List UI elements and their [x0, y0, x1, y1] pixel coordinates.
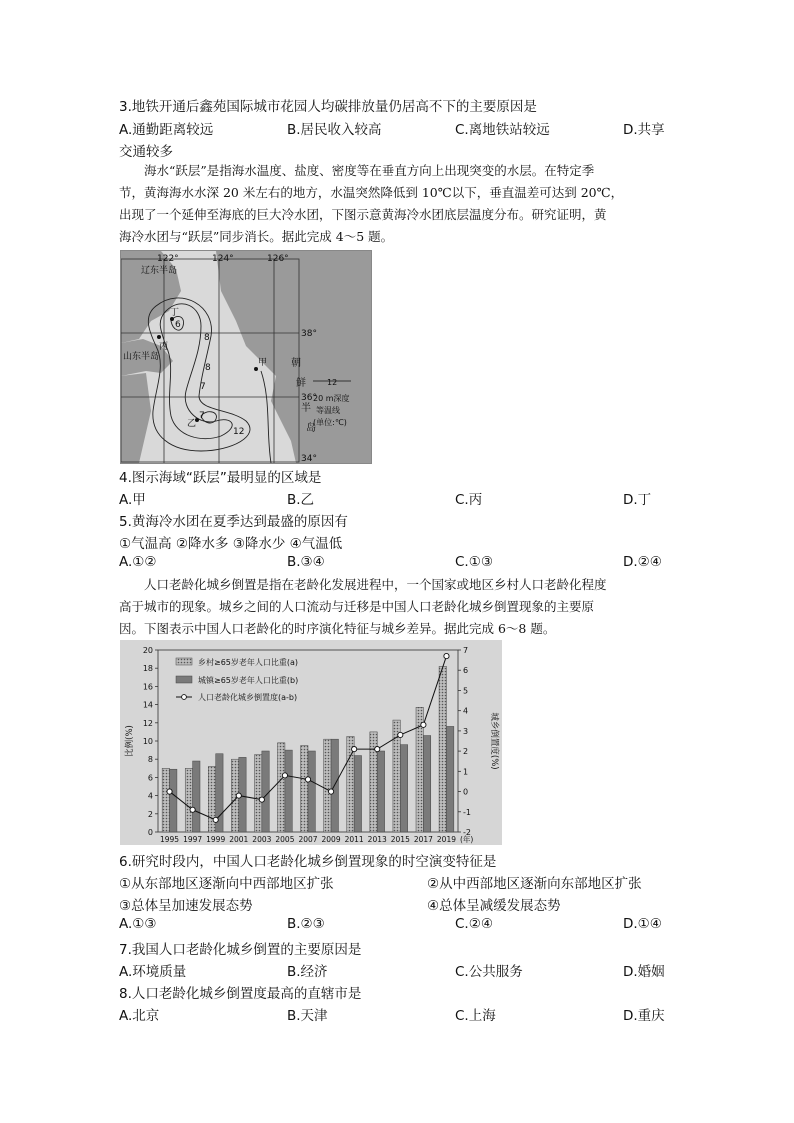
x-tick-label: 2017 [413, 835, 433, 844]
bar-rural [278, 743, 285, 832]
legend-label-urban: 城镇≥65岁老年人口比重(b) [198, 676, 299, 685]
liaoning-land [121, 251, 181, 343]
x-tick-label: 1999 [206, 835, 226, 844]
q4-option-c: C.丙 [455, 492, 483, 508]
y2-tick-label: 3 [463, 726, 469, 736]
q6-item-4: ④总体呈减缓发展态势 [427, 898, 561, 914]
bar-rural [324, 739, 331, 832]
bar-rural [162, 768, 169, 832]
q5-option-c: C.①③ [455, 554, 493, 570]
legend-line2: 等温线 [316, 406, 340, 415]
y2-tick-label: 0 [463, 787, 469, 797]
q5-option-b: B.③④ [287, 554, 325, 570]
lon-122-label: 122° [157, 254, 179, 264]
korea-label-3: 半 [301, 403, 311, 414]
passage2-line3: 因。下图表示中国人口老龄化的时序演化特征与城乡差异。据此完成 6～8 题。 [119, 621, 556, 636]
q6-option-c: C.②④ [455, 916, 493, 932]
isotherm-8a-label: 8 [204, 333, 210, 343]
x-unit-label: (年) [460, 835, 474, 844]
y2-tick-label: 2 [463, 747, 469, 757]
x-tick-label: 2015 [390, 835, 410, 844]
q3-option-c: C.离地铁站较远 [455, 122, 550, 138]
yellow-sea-map [120, 250, 372, 464]
lon-126-label: 126° [267, 254, 289, 264]
y2-tick-label: 5 [463, 686, 469, 696]
y-tick-label: 18 [142, 664, 153, 674]
q7-stem: 7.我国人口老龄化城乡倒置的主要原因是 [119, 942, 362, 958]
passage1-line2: 节，黄海海水水深 20 米左右的地方，水温突然降低到 10℃以下，垂直温差可达到 20℃， [119, 185, 624, 200]
q6-item-3: ③总体呈加速发展态势 [119, 898, 253, 914]
y-tick-label: 8 [147, 755, 153, 765]
x-tick-label: 2001 [229, 835, 249, 844]
y-tick-label: 0 [147, 828, 153, 837]
y-tick-label: 20 [142, 646, 153, 655]
q5-option-d: D.②④ [623, 554, 662, 570]
point-inversion [352, 746, 357, 751]
q7-option-b: B.经济 [287, 964, 328, 980]
bar-urban [423, 736, 430, 832]
passage2-line1: 人口老龄化城乡倒置是指在老龄化发展进程中，一个国家或地区乡村人口老龄化程度 [144, 577, 607, 592]
x-tick-label: 2019 [436, 835, 457, 844]
ding-label: 丁 [170, 308, 180, 318]
q4-option-d: D.丁 [623, 492, 652, 508]
q6-item-2: ②从中西部地区逐渐向东部地区扩张 [427, 876, 642, 892]
x-tick-label: 2011 [344, 835, 364, 844]
q3-option-d: D.共享 [623, 122, 665, 138]
bar-rural [254, 755, 261, 832]
lat-36-label: 36° [301, 393, 317, 403]
q8-stem: 8.人口老龄化城乡倒置度最高的直辖市是 [119, 986, 362, 1002]
y-tick-label: 2 [147, 809, 153, 819]
isotherm-8b-label: 8 [205, 363, 211, 373]
liaodong-label: 辽东半岛 [141, 266, 178, 276]
passage-cold-water [119, 160, 674, 248]
point-inversion [398, 732, 403, 737]
q6-stem: 6.研究时段内，中国人口老龄化城乡倒置现象的时空演变特征是 [119, 854, 497, 870]
bar-urban [193, 761, 200, 832]
y-axis-title: 比例(%) [125, 725, 135, 757]
isotherm-12-label: 12 [233, 427, 245, 437]
aging-chart-svg [120, 640, 502, 845]
legend-line3: (单位:℃) [313, 418, 347, 427]
q7-option-c: C.公共服务 [455, 964, 523, 980]
y2-tick-label: 4 [463, 706, 469, 716]
q3-stem: 3.地铁开通后鑫苑国际城市花园人均碳排放量仍居高不下的主要原因是 [119, 99, 537, 115]
bar-urban [400, 745, 407, 832]
passage-aging [119, 574, 674, 640]
bing-label: 丙 [159, 342, 169, 352]
jiangsu-land [121, 373, 151, 463]
y-tick-label: 10 [142, 737, 153, 746]
y-tick-label: 6 [147, 773, 153, 783]
bar-urban [170, 769, 177, 832]
x-tick-label: 2005 [275, 835, 295, 844]
passage2-line2: 高于城市的现象。城乡之间的人口流动与迁移是中国人口老龄化城乡倒置现象的主要原 [119, 599, 595, 614]
q4-option-b: B.乙 [287, 492, 315, 508]
y2-tick-label: 7 [463, 646, 469, 655]
point-inversion [444, 653, 449, 658]
y-tick-label: 4 [147, 791, 153, 801]
x-tick-label: 2003 [252, 835, 272, 844]
x-tick-label: 2009 [321, 835, 341, 844]
q5-option-a: A.①② [119, 554, 157, 570]
legend-swatch-urban [176, 676, 192, 683]
q6-item-1: ①从东部地区逐渐向中西部地区扩张 [119, 876, 334, 892]
lon-124-label: 124° [212, 254, 234, 264]
q3-option-d-continued: 交通较多 [119, 144, 173, 160]
korea-label-2: 鲜 [296, 378, 306, 389]
bar-rural [439, 666, 446, 832]
q8-option-b: B.天津 [287, 1008, 328, 1024]
bar-urban [308, 751, 315, 832]
aging-chart [120, 640, 502, 845]
y-tick-label: 16 [142, 682, 153, 692]
isotherm-6-label: 6 [175, 320, 181, 330]
q3-option-b: B.居民收入较高 [287, 122, 382, 138]
passage1-line3: 出现了一个延伸至海底的巨大冷水团，下图示意黄海冷水团底层温度分布。研究证明，黄 [119, 207, 607, 222]
point-bing [157, 335, 161, 339]
point-inversion [305, 777, 310, 782]
point-inversion [167, 789, 172, 794]
y2-tick-label: 1 [463, 767, 469, 777]
jia-label: 甲 [258, 358, 268, 368]
bar-urban [354, 756, 361, 832]
bar-urban [446, 726, 453, 832]
shandong-label: 山东半岛 [123, 352, 160, 362]
yi-label: 乙 [187, 419, 197, 429]
x-tick-label: 1995 [159, 835, 180, 844]
q8-option-a: A.北京 [119, 1008, 160, 1024]
q7-option-a: A.环境质量 [119, 964, 187, 980]
legend-label-rural: 乡村≥65岁老年人口比重(a) [198, 658, 299, 667]
bar-rural [185, 768, 192, 832]
passage1-line1: 海水“跃层”是指海水温度、盐度、密度等在垂直方向上出现突变的水层。在特定季 [144, 163, 595, 178]
y2-tick-label: 6 [463, 666, 469, 676]
korea-label-1: 朝 [291, 358, 301, 369]
y-tick-label: 12 [142, 718, 153, 728]
y2-axis-title: 城乡倒置度(%) [489, 712, 499, 770]
y-tick-label: 14 [142, 700, 153, 710]
bar-urban [377, 751, 384, 832]
point-inversion [328, 789, 333, 794]
point-inversion [190, 807, 195, 812]
legend-label-inversion: 人口老龄化城乡倒置度(a-b) [198, 693, 298, 702]
bar-rural [301, 746, 308, 832]
point-inversion [213, 817, 218, 822]
point-inversion [421, 722, 426, 727]
x-tick-label: 2013 [367, 835, 387, 844]
bar-urban [285, 750, 292, 832]
q4-stem: 4.图示海域“跃层”最明显的区域是 [119, 470, 322, 486]
q6-option-b: B.②③ [287, 916, 325, 932]
legend-isotherm-number: 12 [327, 378, 338, 387]
isotherm-7a-label: 7 [200, 382, 206, 392]
passage1-line4: 海冷水团与“跃层”同步消长。据此完成 4～5 题。 [119, 229, 394, 244]
legend-swatch-point [182, 695, 187, 700]
lat-38-label: 38° [301, 329, 317, 339]
q6-option-d: D.①④ [623, 916, 662, 932]
q6-option-a: A.①③ [119, 916, 157, 932]
legend-swatch-rural [176, 658, 192, 665]
point-inversion [282, 773, 287, 778]
korea-label-4: 岛 [306, 423, 316, 434]
q4-option-a: A.甲 [119, 492, 146, 508]
q8-option-c: C.上海 [455, 1008, 496, 1024]
q5-items: ①气温高 ②降水多 ③降水少 ④气温低 [119, 536, 343, 552]
q5-stem: 5.黄海冷水团在夏季达到最盛的原因有 [119, 514, 348, 530]
q3-option-a: A.通勤距离较远 [119, 122, 214, 138]
x-tick-label: 2007 [298, 835, 318, 844]
bar-urban [262, 751, 269, 832]
y2-tick-label: -2 [463, 828, 471, 837]
y2-tick-label: -1 [463, 807, 471, 817]
lat-34-label: 34° [301, 454, 317, 463]
point-inversion [236, 793, 241, 798]
point-inversion [259, 797, 264, 802]
legend-line1: 20 m深度 [313, 394, 350, 403]
isotherm-7b-label: 7 [199, 411, 205, 421]
x-tick-label: 1997 [183, 835, 203, 844]
q8-option-d: D.重庆 [623, 1008, 665, 1024]
q7-option-d: D.婚姻 [623, 964, 665, 980]
point-inversion [375, 746, 380, 751]
